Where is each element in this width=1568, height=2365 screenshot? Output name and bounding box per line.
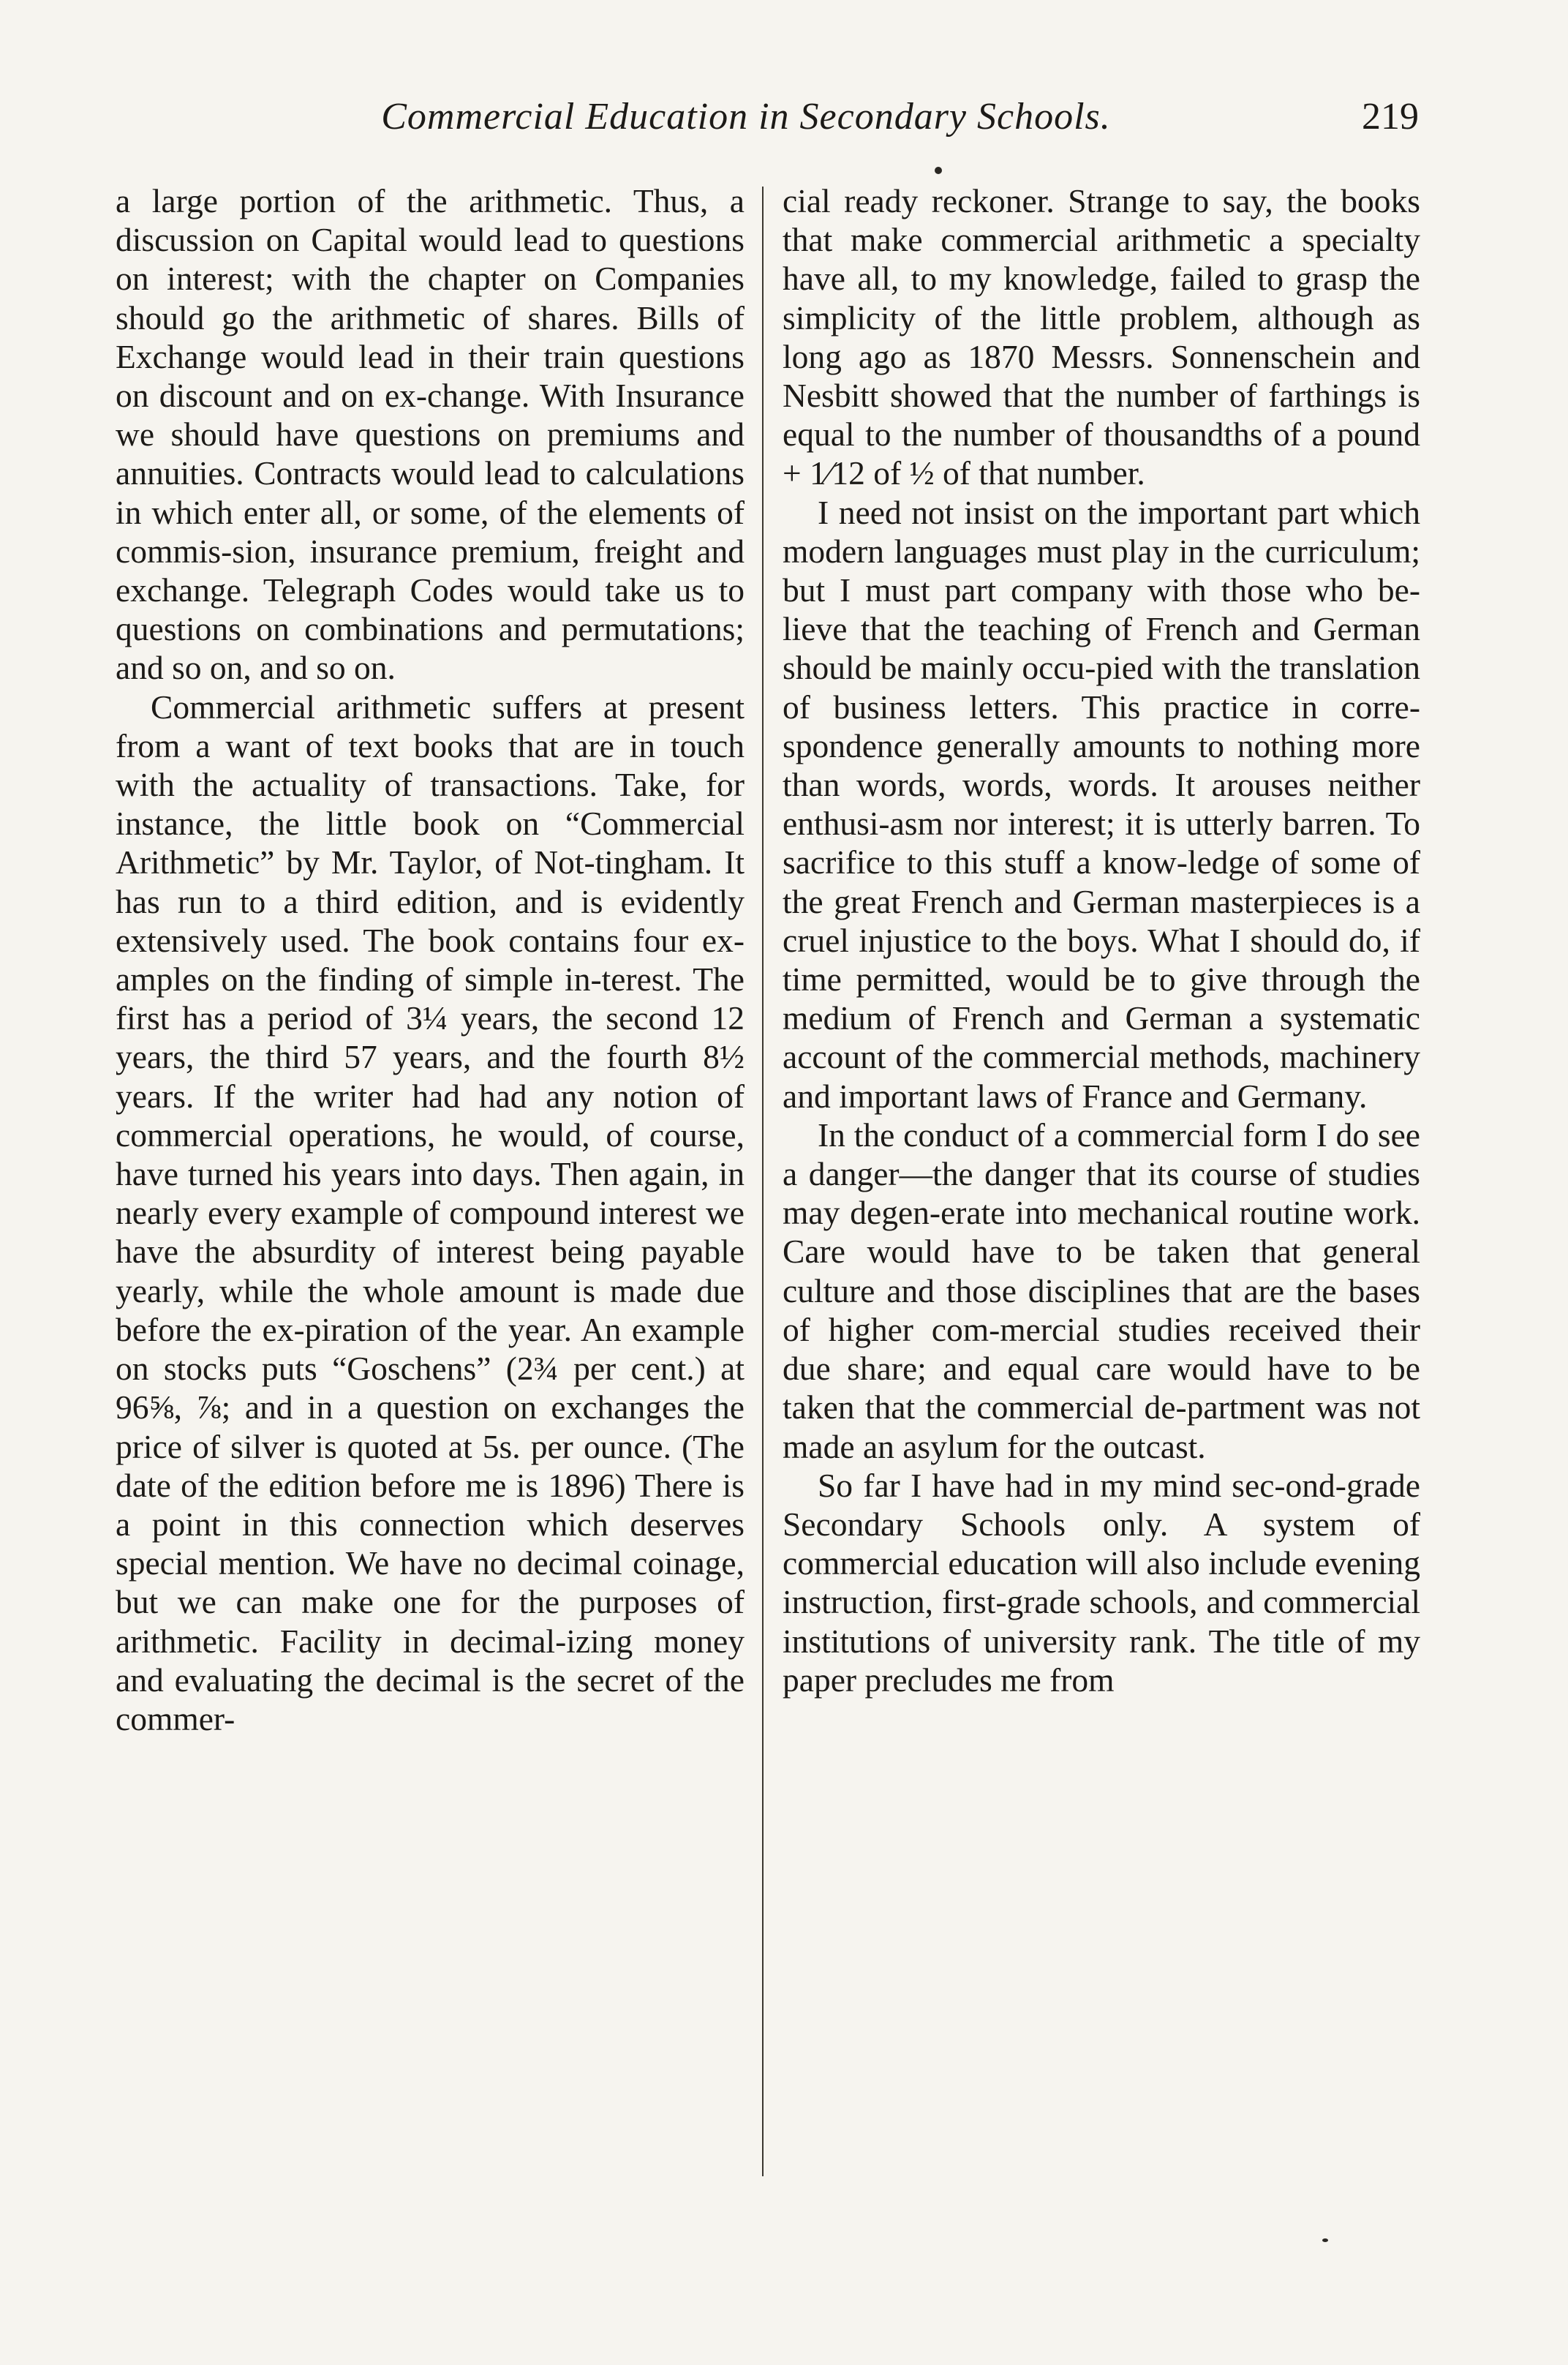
right-paragraph-3: In the conduct of a commercial form I do see a danger—the danger that its course of studies may degen-erate into mechanical routine work. Care would have to be taken that general culture and those disciplines that are the bases of higher com-mercial studies received their due share; and equal care would have to be taken that the commercial de-partment was not made an asylum for the outcast.	[783, 1116, 1420, 1465]
running-head	[117, 95, 1463, 154]
ink-speck-top	[935, 167, 942, 174]
running-head-title: Commercial Education in Secondary Schools.	[381, 96, 1111, 138]
right-paragraph-1: cial ready reckoner. Strange to say, the books that make commercial arithmetic a specialty have all, to my knowledge, failed to grasp the simplicity of the little problem, although as long ago as 1870 Messrs. Sonnenschein and Nesbitt showed that the number of farthings is equal to the number of thousandths of a pound + 1⁄12 of ½ of that number.	[783, 182, 1420, 492]
right-column	[783, 181, 1420, 1699]
right-paragraph-4: So far I have had in my mind sec-ond-grade Secondary Schools only. A system of commercial education will also include evening instruction, first-grade schools, and commercial institutions of university rank. The title of my paper precludes me from	[783, 1466, 1420, 1699]
column-divider	[762, 187, 764, 2176]
left-paragraph-2: Commercial arithmetic suffers at present from a want of text books that are in touch with the actuality of transactions. Take, for instance, the little book on “Commercial Arithmetic” by Mr. Taylor, of Not-tingham. It has run to a third edition, and is evidently extensively used. The book contains four ex-amples on the finding of simple in-terest. The first has a period of 3¼ years, the second 12 years, the third 57 years, and the fourth 8½ years. If the writer had had any notion of commercial operations, he would, of course, have turned his years into days. Then again, in nearly every example of compound interest we have the absurdity of interest being payable yearly, while the whole amount is made due before the ex-piration of the year. An example on stocks puts “Goschens” (2¾ per cent.) at 96⅝, ⅞; and in a question on exchanges the price of silver is quoted at 5s. per ounce. (The date of the edition before me is 1896) There is a point in this connection which deserves special mention. We have no decimal coinage, but we can make one for the purposes of arithmetic. Facility in decimal-izing money and evaluating the decimal is the secret of the commer-	[116, 688, 745, 1737]
left-paragraph-1: a large portion of the arithmetic. Thus, a discussion on Capital would lead to questions on interest; with the chapter on Companies should go the arithmetic of shares. Bills of Exchange would lead in their train questions on discount and on ex-change. With Insurance we should have questions on premiums and annuities. Contracts would lead to calculations in which enter all, or some, of the elements of commis-sion, insurance premium, freight and exchange. Telegraph Codes would take us to questions on combinations and permutations; and so on, and so on.	[116, 182, 745, 687]
right-paragraph-2: I need not insist on the important part which modern languages must play in the curriculum; but I must part company with those who be-lieve that the teaching of French and German should be mainly occu-pied with the translation of business letters. This practice in corre-spondence generally amounts to nothing more than words, words, words. It arouses neither enthusi-asm nor interest; it is utterly barren. To sacrifice to this stuff a know-ledge of some of the great French and German masterpieces is a cruel injustice to the boys. What I should do, if time permitted, would be to give through the medium of French and German a systematic account of the commercial methods, machinery and important laws of France and Germany.	[783, 493, 1420, 1115]
ink-speck-bottom	[1322, 2238, 1328, 2242]
left-column	[116, 181, 745, 1738]
page-number: 219	[1362, 96, 1419, 138]
